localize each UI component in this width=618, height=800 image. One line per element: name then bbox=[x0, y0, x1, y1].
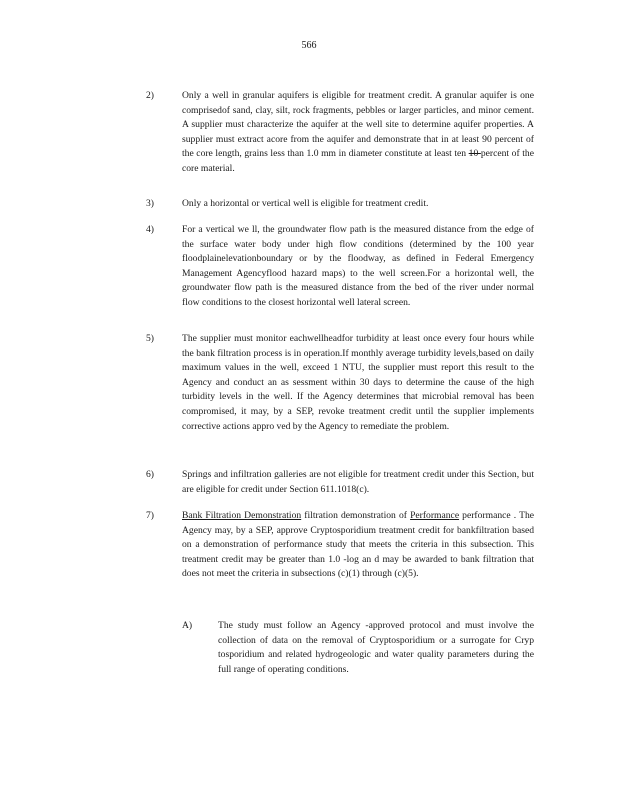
item-number: 3) bbox=[146, 198, 154, 209]
item-number: 2) bbox=[146, 90, 154, 101]
item-text-part: Only a horizontal or vertical well is eligible for treatment credit. bbox=[182, 198, 429, 209]
sub-item-text: The study must follow an Agency -approved protocol and must involve the collection of data on the removal of Cryptosporidium or a surrogate for Cryp tosporidium and related hydrogeologic and water quality parameters during the full range of operating conditions. bbox=[218, 620, 534, 675]
item-text bbox=[182, 223, 534, 311]
item-text-part: The supplier must monitor eachwellheadfor turbidity at least once every four hours while the bank filtration process is in operation.If monthly average turbidity levels,based on daily maximum values in the well, exceed 1 NTU, the supplier must report this result to the Agency and conduct an as sessment within 30 days to determine the cause of the high turbidity levels in the well. If the Agency determines that microbial removal has been compromised, it may, by a SEP, revoke treatment credit until the supplier implements corrective actions appro ved by the Agency to remediate the problem. bbox=[182, 333, 534, 432]
item-text-part: performance . The Agency may, by a SEP, approve Cryptosporidium treatment credit for bankfiltration based on a demonstration of performance study that meets the criteria in this subsection. This treatment credit may be greater than 1.0 -log an d may be awarded to bank filtration that does not meet the criteria in subsections (c)(1) through (c)(5). bbox=[182, 510, 534, 580]
item-number: 7) bbox=[146, 510, 154, 521]
item-text bbox=[182, 509, 534, 582]
item-text-part: Only a well in granular aquifers is eligible for treatment credit. A granular aquifer is one comprisedof sand, clay, silt, rock fragments, pebbles or larger particles, and minor cement. A supplier must characterize the aquifer at the well site to determine aquifer properties. A supplier must extract acore from the aquifer and demonstrate that in at least 90 percent of the core length, grains less than 1.0 mm in diameter constitute at least ten bbox=[182, 90, 534, 160]
item-number: 5) bbox=[146, 333, 154, 344]
item-text bbox=[182, 197, 534, 212]
page-number: 566 bbox=[301, 40, 317, 51]
item-text bbox=[182, 89, 534, 177]
struck-text: 10 bbox=[468, 148, 481, 160]
sub-item-letter: A) bbox=[182, 620, 193, 631]
underlined-text: Performance bbox=[410, 510, 460, 521]
item-text-part: filtration demonstration of bbox=[301, 510, 411, 521]
item-text-part: Springs and infiltration galleries are not eligible for treatment credit under this Section, but are eligible for credit under Section 611.1018(c). bbox=[182, 469, 534, 495]
item-text-part: percent of the core material. bbox=[182, 148, 534, 174]
item-text bbox=[182, 468, 534, 497]
item-text bbox=[182, 332, 534, 434]
underlined-text: Bank Filtration Demonstration bbox=[182, 510, 302, 521]
item-number: 4) bbox=[146, 224, 154, 235]
item-number: 6) bbox=[146, 469, 154, 480]
item-text-part: For a vertical we ll, the groundwater flow path is the measured distance from the edge of the surface water body under high flow conditions (determined by the 100 year floodplainelevationboundary or by the floodway, as defined in Federal Emergency Management Agencyflood hazard maps) to the well screen.For a horizontal well, the groundwater flow path is the measured distance from the bed of the river under normal flow conditions to the closest horizontal well lateral screen. bbox=[182, 224, 534, 308]
